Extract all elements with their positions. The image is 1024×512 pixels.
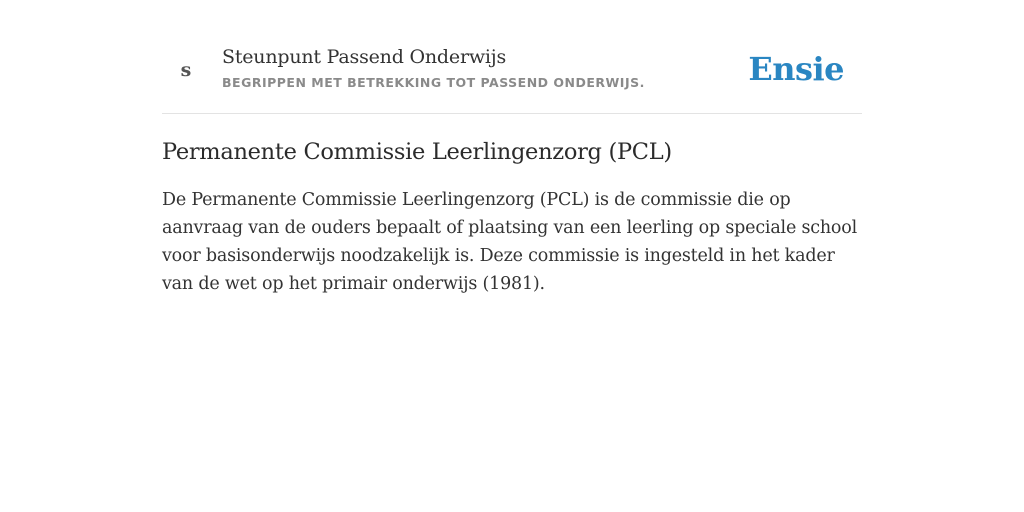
term-title: Permanente Commissie Leerlingenzorg (PCL) <box>162 139 672 165</box>
source-subtitle: BEGRIPPEN MET BETREKKING TOT PASSEND ONDERWIJS. <box>222 75 645 90</box>
source-title[interactable]: Steunpunt Passend Onderwijs <box>222 46 507 68</box>
ensie-logo-link[interactable]: Ensie <box>748 50 844 88</box>
term-definition: De Permanente Commissie Leerlingenzorg (PCL) is de commissie die op aanvraag van de ouders bepaalt of plaatsing van een leerling op speciale school voor basisonderwijs noodzakelijk is. Deze commissie is ingesteld in het kader van de wet op het primair onderwijs (1981). <box>162 190 857 294</box>
source-logo-icon[interactable]: s <box>180 59 192 81</box>
header <box>162 40 862 114</box>
content-container <box>162 40 862 298</box>
